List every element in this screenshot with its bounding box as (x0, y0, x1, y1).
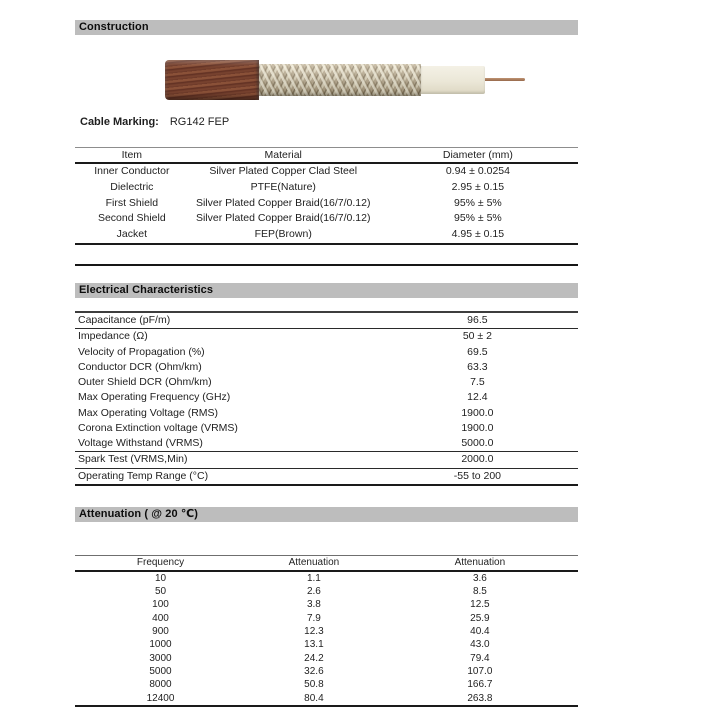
table-cell: Second Shield (97, 212, 166, 225)
cable-photo (165, 58, 525, 102)
table-cell: Outer Shield DCR (Ohm/km) (78, 376, 212, 389)
cable-marking-label: Cable Marking: (80, 116, 159, 128)
electrical-characteristics-table (75, 311, 578, 486)
table-cell: 166.7 (467, 679, 493, 691)
cable-jacket (165, 60, 259, 100)
table-cell: 25.9 (470, 612, 490, 624)
table-cell: 12.3 (304, 625, 324, 637)
table-cell: Corona Extinction voltage (VRMS) (78, 421, 238, 434)
table-cell: 32.6 (304, 665, 324, 677)
cable-braid-shield (259, 64, 421, 96)
table-row (75, 329, 578, 344)
table-row (75, 196, 578, 212)
table-cell: 79.4 (470, 652, 490, 664)
table-row (75, 598, 578, 611)
table-cell: 69.5 (467, 345, 488, 358)
table-cell: 8000 (149, 679, 172, 691)
section-title: Attenuation ( @ 20 ℃) (79, 508, 199, 520)
table-row (75, 180, 578, 196)
table-cell: 1000 (149, 639, 172, 651)
table-cell: 80.4 (304, 692, 324, 704)
electrical-table-body (75, 313, 578, 484)
table-cell: 8.5 (472, 585, 487, 597)
table-cell: 12.5 (470, 599, 490, 611)
table-cell: 95% ± 5% (453, 212, 502, 225)
table-row (75, 360, 578, 375)
table-cell: 5000 (149, 665, 172, 677)
table-row (75, 692, 578, 705)
table-cell: 3.8 (306, 599, 321, 611)
table-cell: 12400 (146, 692, 175, 704)
table-header-row (75, 148, 578, 164)
table-cell: 400 (152, 612, 169, 624)
table-cell: PTFE(Nature) (250, 180, 316, 193)
table-header-row (75, 556, 578, 572)
table-row (75, 678, 578, 691)
table-cell: 100 (152, 599, 169, 611)
table-row (75, 452, 578, 468)
table-cell: Conductor DCR (Ohm/km) (78, 360, 202, 373)
table-cell: 95% ± 5% (453, 196, 502, 209)
table-cell: 107.0 (467, 665, 493, 677)
section-title: Construction (79, 21, 149, 33)
horizontal-rule (75, 264, 578, 266)
table-cell: Dielectric (110, 180, 154, 193)
table-row (75, 652, 578, 665)
table-cell: Max Operating Voltage (RMS) (78, 406, 219, 419)
table-cell: Silver Plated Copper Clad Steel (209, 165, 358, 177)
cable-marking-line (80, 116, 229, 128)
table-row (75, 612, 578, 625)
table-cell: Voltage Withstand (VRMS) (78, 437, 203, 450)
table-row (75, 390, 578, 405)
column-header-attenuation-2: Attenuation (454, 557, 506, 568)
table-cell: Inner Conductor (94, 165, 170, 177)
table-cell: 10 (154, 572, 167, 584)
table-cell: 1900.0 (461, 406, 494, 419)
cable-dielectric (421, 66, 485, 94)
table-row (75, 572, 578, 585)
table-row (75, 164, 578, 180)
table-cell: 263.8 (467, 692, 493, 704)
table-row (75, 345, 578, 360)
table-cell: 2000.0 (461, 453, 494, 466)
table-row (75, 211, 578, 227)
table-cell: 50.8 (304, 679, 324, 691)
attenuation-table-body (75, 572, 578, 705)
table-row (75, 406, 578, 421)
table-cell: 3000 (149, 652, 172, 664)
table-cell: 43.0 (470, 639, 490, 651)
section-header-construction (75, 20, 578, 35)
table-cell: 1.1 (306, 572, 321, 584)
table-cell: Impedance (Ω) (78, 330, 148, 343)
table-cell: Velocity of Propagation (%) (78, 345, 205, 358)
table-row (75, 421, 578, 436)
table-cell: 1900.0 (461, 421, 494, 434)
construction-table-body (75, 164, 578, 243)
table-cell: 63.3 (467, 360, 488, 373)
construction-table (75, 147, 578, 245)
column-header-attenuation-1: Attenuation (288, 557, 340, 568)
section-header-attenuation (75, 507, 578, 522)
table-row (75, 638, 578, 651)
section-title: Electrical Characteristics (79, 284, 214, 296)
table-cell: 0.94 ± 0.0254 (445, 165, 510, 177)
table-row (75, 436, 578, 452)
cable-marking-value: RG142 FEP (169, 116, 230, 128)
table-cell: FEP(Brown) (254, 228, 312, 241)
table-cell: Capacitance (pF/m) (78, 314, 171, 326)
table-cell: 7.9 (306, 612, 321, 624)
table-row (75, 227, 578, 243)
table-cell: 12.4 (467, 391, 488, 404)
table-row (75, 665, 578, 678)
table-cell: 96.5 (467, 314, 488, 326)
table-cell: 5000.0 (461, 437, 494, 450)
table-cell: 50 (154, 585, 167, 597)
column-header-material: Material (264, 149, 302, 161)
table-cell: 900 (152, 625, 169, 637)
table-row (75, 375, 578, 390)
table-cell: Operating Temp Range (°C) (78, 469, 209, 482)
cable-inner-conductor (485, 78, 525, 81)
table-cell: Max Operating Frequency (GHz) (78, 391, 231, 404)
table-cell: 50 ± 2 (462, 330, 492, 343)
table-cell: Silver Plated Copper Braid(16/7/0.12) (195, 196, 371, 209)
column-header-diameter: Diameter (mm) (442, 149, 513, 161)
table-cell: First Shield (105, 196, 159, 209)
table-row (75, 313, 578, 329)
section-header-electrical (75, 283, 578, 298)
table-cell: 24.2 (304, 652, 324, 664)
table-cell: 13.1 (304, 639, 324, 651)
table-cell: 2.95 ± 0.15 (451, 180, 505, 193)
table-cell: Jacket (116, 228, 148, 241)
table-row (75, 469, 578, 484)
column-header-item: Item (121, 149, 143, 161)
attenuation-table (75, 555, 578, 707)
column-header-frequency: Frequency (136, 557, 185, 568)
table-cell: -55 to 200 (453, 469, 502, 482)
table-cell: Spark Test (VRMS,Min) (78, 453, 188, 466)
table-row (75, 625, 578, 638)
table-cell: 4.95 ± 0.15 (451, 228, 505, 241)
table-cell: 7.5 (470, 376, 485, 389)
table-row (75, 585, 578, 598)
table-cell: 40.4 (470, 625, 490, 637)
table-cell: Silver Plated Copper Braid(16/7/0.12) (195, 212, 371, 225)
table-cell: 2.6 (306, 585, 321, 597)
table-cell: 3.6 (472, 572, 487, 584)
